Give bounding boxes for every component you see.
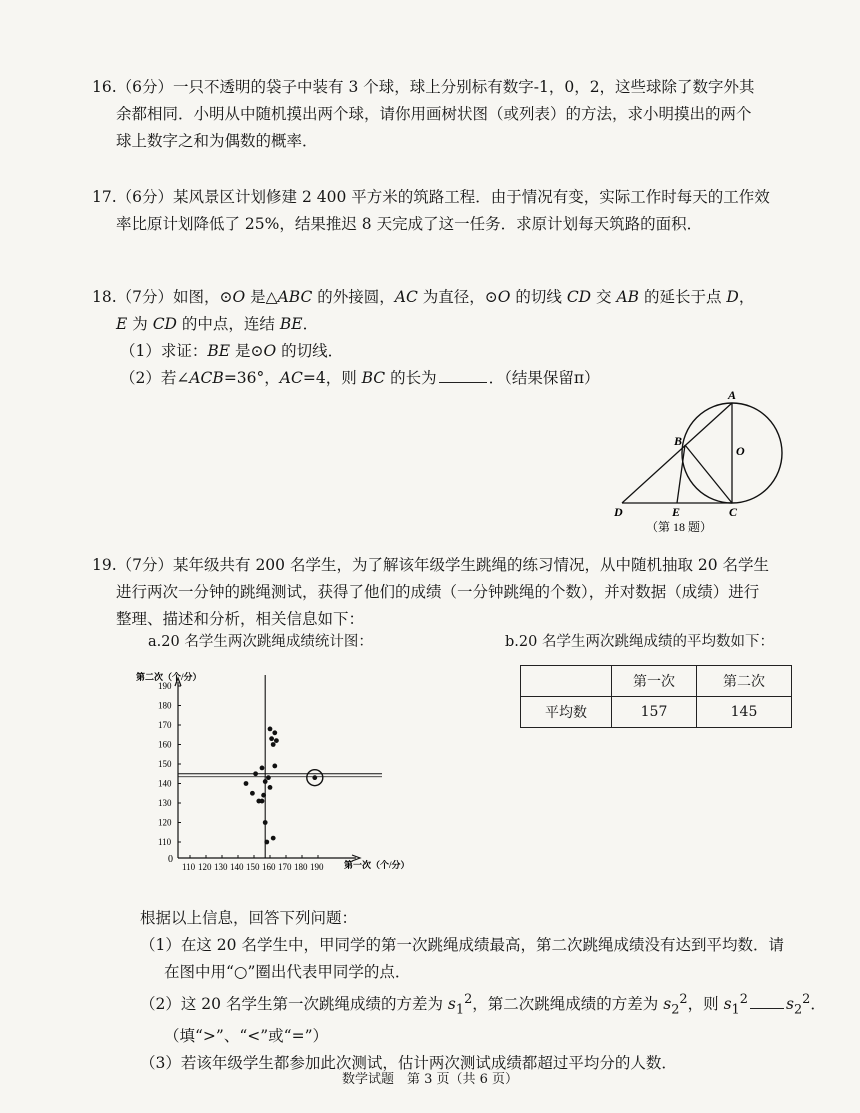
q19-part1-line2: 在图中用“○”圈出代表甲同学的点． (164, 963, 411, 981)
line-da (622, 403, 732, 503)
data-point (260, 799, 265, 804)
data-point (261, 793, 266, 798)
y-tick-label: 190 (158, 681, 172, 691)
data-point (274, 738, 279, 743)
q16-line3: 球上数字之和为偶数的概率． (116, 132, 318, 150)
average-table (520, 665, 792, 728)
y-tick-label: 160 (158, 739, 172, 750)
y-tick-label: 140 (158, 778, 172, 789)
table-corner (521, 666, 612, 697)
y-axis-label: 第二次（个/分） (136, 672, 202, 682)
x-tick-label: 110 (182, 862, 196, 872)
data-point (244, 781, 249, 786)
label-o: O (736, 444, 745, 458)
x-tick-label: 170 (278, 862, 292, 872)
q19-part2-line2: （填“>”、“<”或“=”） (164, 1027, 329, 1046)
data-point (268, 727, 273, 732)
q19-part3: （3）若该年级学生都参加此次测试，估计两次测试成绩都超过平均分的人数． (140, 1054, 677, 1073)
line-be (677, 445, 685, 503)
data-point (264, 840, 269, 845)
caption-b: b.20 名学生两次跳绳成绩的平均数如下： (505, 634, 774, 650)
answer-blank-variance[interactable] (750, 994, 784, 1009)
figure-caption: （第 18 题） (646, 520, 713, 534)
data-point (250, 791, 255, 796)
q18-line2: E 为 CD 的中点，连结 BE． (116, 315, 319, 333)
x-tick-label: 120 (198, 862, 212, 872)
q19-prompt: 根据以上信息，回答下列问题： (140, 909, 358, 927)
question-19-parts (140, 905, 826, 1077)
q19-line1: 19.（7分）某年级共有 200 名学生，为了解该年级学生跳绳的练习情况，从中随机抽取 20 名学生 (92, 556, 770, 574)
question-16 (92, 74, 802, 155)
x-tick-label: 190 (310, 862, 324, 872)
label-e: E (672, 505, 681, 519)
figure-18 (600, 385, 800, 535)
origin-label: 0 (168, 854, 173, 865)
data-point (253, 771, 258, 776)
data-point (263, 779, 268, 784)
y-tick-label: 130 (158, 798, 172, 808)
table-value-first: 157 (612, 697, 697, 728)
data-point (260, 766, 265, 771)
y-tick-label: 150 (158, 759, 172, 769)
q18-line1: 18.（7分）如图，⊙O 是△ABC 的外接圆，AC 为直径，⊙O 的切线 CD 交 AB 的延长于点 D， (92, 288, 755, 306)
q18-part2: （2）若∠ACB=36°，AC=4，则 BC 的长为 ．（结果保留π） (120, 369, 600, 387)
q19-line3: 整理、描述和分析，相关信息如下： (116, 610, 365, 628)
x-tick-label: 160 (262, 862, 276, 872)
data-point (271, 742, 276, 747)
q19-line2: 进行两次一分钟的跳绳测试，获得了他们的成绩（一分钟跳绳的个数），并对数据（成绩）进行 (116, 583, 760, 601)
q16-line1: 16.（6分）一只不透明的袋子中装有 3 个球，球上分别标有数字-1，0，2，这些球除了数字外其 (92, 78, 755, 96)
y-tick-label: 120 (158, 817, 172, 828)
label-c: C (729, 505, 738, 519)
data-point (272, 764, 277, 769)
question-19 (92, 552, 802, 633)
line-bc (685, 445, 732, 503)
data-point (312, 775, 317, 780)
data-point (268, 785, 273, 790)
q19-part1-line1: （1）在这 20 名学生中，甲同学的第一次跳绳成绩最高，第二次跳绳成绩没有达到平均数．请 (140, 936, 784, 954)
label-b: B (674, 434, 683, 448)
table-header-first: 第一次 (612, 666, 697, 697)
data-point (272, 730, 277, 735)
question-18 (92, 284, 802, 392)
q17-line2: 率比原计划降低了 25%，结果推迟 8 天完成了这一任务．求原计划每天筑路的面积． (116, 215, 703, 233)
scatter-chart (130, 670, 410, 895)
y-tick-label: 110 (158, 837, 172, 847)
table-header-second: 第二次 (697, 666, 792, 697)
x-tick-label: 130 (214, 862, 228, 872)
y-tick-label: 180 (158, 700, 172, 711)
table-value-second: 145 (697, 697, 792, 728)
data-point (271, 836, 276, 841)
label-a: A (728, 388, 737, 402)
table-row-label: 平均数 (521, 697, 612, 728)
q17-line1: 17.（6分）某风景区计划修建 2 400 平方米的筑路工程．由于情况有变，实际工作时每天的工作效 (92, 188, 770, 206)
x-tick-label: 180 (294, 862, 308, 872)
question-17 (92, 184, 802, 238)
data-point (263, 820, 268, 825)
x-axis-label: 第一次（个/分） (344, 860, 410, 870)
x-tick-label: 150 (246, 862, 260, 872)
caption-a: a.20 名学生两次跳绳成绩统计图： (148, 634, 373, 650)
x-tick-label: 140 (230, 862, 244, 872)
q16-line2: 余都相同．小明从中随机摸出两个球，请你用画树状图（或列表）的方法，求小明摸出的两个 (116, 105, 752, 123)
data-point (269, 736, 274, 741)
answer-blank-bc[interactable] (439, 368, 487, 383)
label-d: D (614, 505, 623, 519)
y-tick-label: 170 (158, 720, 172, 730)
q19-part2-line1: （2）这 20 名学生第一次跳绳成绩的方差为 $s_1^2$，第二次跳绳成绩的方差为 $s_2^2$，则 $s_1^2$ $s_2^2$． (140, 992, 826, 1018)
page-footer: 数学试题 第 3 页（共 6 页） (341, 1072, 519, 1087)
q18-part1: （1）求证：BE 是⊙O 的切线． (120, 342, 344, 360)
data-point (266, 775, 271, 780)
